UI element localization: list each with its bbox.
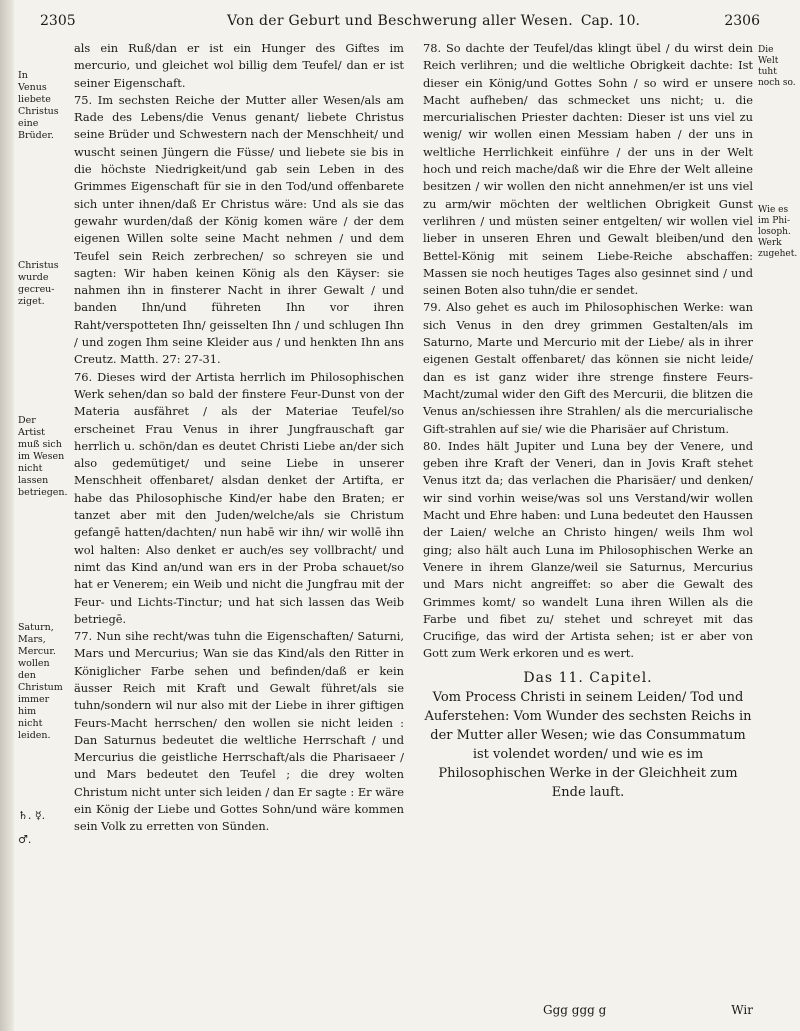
page-number-right: 2306 <box>724 13 760 29</box>
paragraph: 75. Im sechsten Reiche der Mutter aller Wesen/als am Rade des Lebens/die Venus genant/ liebete Christus seine Brüder und Schwestern nach der Menschheit/ und wuscht seinen Jüngern die Füsse/ und liebete sie bis in die höchste Niedrigkeit/und gab sein Leben in des Grimmes Eigenschaft für sie in den Tod/und offenbarete sich unter ihnen/daß Er Christus wäre: Und als sie das gewahr wurden/daß der König komen wäre / der dem eigenen Willen solte seine Macht nehmen / und dem Teufel sein Reich zerbrechen/ so schreyen sie und sagten: Wir haben keinen König als den Käyser: sie nahmen ihn in finsterer Nacht in ihrer Gewalt / und banden Ihn/und führeten Ihn vor ihren Raht/verspotteten Ihn/ geisselten Ihn / und schlugen Ihn / und zogen Ihm seine Kleider aus / und henkten Ihn ans Creutz. Matth. 27: 27-31. <box>74 92 404 367</box>
paragraph: 76. Dieses wird der Artista herrlich im Philosophischen Werk sehen/dan so bald der finstere Feur-Dunst von der Materia ausfähret / als der Materiae Teufel/so erscheinet Frau Venus in ihrer Jungfrauschaft gar herrlich u. schön/dan es deutet Christi Liebe an/der sich also gedemütiget/ und seine Liebe in unserer Menschheit offenbaret/ alsdan denket der Artifta, er habe das Philosophische Kind/er habe den Braten; er tanzet aber mit den Juden/welche/als sie Christum gefangē hatten/dachten/ nun habē wir ihn/ wir wollē ihn wol halten: Also denket er auch/es sey vollbracht/ und nimt das Kind an/und wan ers in der Proba schauet/so hat er Venerem; ein Weib und nicht die Jungfrau mit der Feur- und Lichts-Tinctur; und hat sich lassen das Weib betriegē. <box>74 369 404 626</box>
paragraph: 79. Also gehet es auch im Philosophischen Werke: wan sich Venus in den drey grimmen Gestalten/als im Saturno, Marte und Mercurio mit der Liebe/ als in ihrer eigenen Gestalt offenbaret/ das können sie nicht leide/ dan es ist ganz wider ihre strenge finstere Feurs-Macht/zumal wider den Gift des Mercurii, die blitzen die Venus an/schiessen ihre Strahlen/ als die mercurialische Gift-strahlen auf sie/ wie die Pharisäer auf Christum. <box>423 300 753 436</box>
margin-note: Der Artist muß sich im Wesen nicht lassen betriegen. <box>18 415 68 498</box>
chapter-subtitle: Vom Process Christi in seinem Leiden/ Tod und Auferstehen: Vom Wunder des sechsten Reichs in der Mutter aller Wesen; wie das Consummatum ist volendet worden/ und wie es im Philosophischen Werke in der Gleichheit zum Ende lauft. <box>424 689 752 800</box>
planet-symbols: ♄. ☿. ♂. <box>18 809 46 846</box>
margin-note: Saturn, Mars, Mercur. wollen den Christum immer him nicht leiden. <box>18 622 63 741</box>
paragraph: als ein Ruß/dan er ist ein Hunger des Giftes im mercurio, und gleichet wol billig dem Teufel/ dan er ist seiner Eigenschaft. <box>74 41 404 90</box>
margin-note: In Venus liebete Christus eine Brüder. <box>18 70 59 141</box>
chapter-label: Das 11. Capitel. <box>523 669 653 686</box>
running-title: Von der Geburt und Beschwerung aller Wesen. <box>227 13 573 29</box>
paragraph: 80. Indes hält Jupiter und Luna bey der Venere, und geben ihre Kraft der Veneri, dan in Jovis Kraft stehet Venus itzt da; das verlachen die Pharisäer/ und denken/ wir sind vorhin weise/was sol uns Verstand/wir wollen Macht und Ehre haben: und Luna bedeutet den Haussen der Laien/ welche an Christo hingen/ weils Ihm wol ging; also hält auch Luna im Philosophischen Werke an Venere in ihrem Glanze/weil sie Saturnus, Mercurius und Mars nicht angreiffet: so aber die Gewalt des Grimmes komt/ so wandelt Luna ihren Willen als die Farbe und fibet zu/ stehet und schreyet mit das Crucifige, das wird der Artista sehen; ist er aber von Gott zum Werk erkoren und es wert. <box>423 438 753 661</box>
running-header <box>20 8 780 34</box>
right-column <box>423 40 753 802</box>
left-column <box>74 40 404 836</box>
margin-note: Christus wurde gecreu- ziget. <box>18 260 59 307</box>
paragraph: 77. Nun sihe recht/was tuhn die Eigenschaften/ Saturni, Mars und Mercurius; Wan sie das Kind/als den Ritter in Königlicher Farbe sehen und befinden/daß er kein äusser Reich mit Kraft und Gewalt führet/als sie tuhn/sondern wil nur also mit der Liebe in ihrer giftigen Feurs-Macht herrschen/ den wollen sie nicht leiden : Dan Saturnus bedeutet die weltliche Herrschaft / und Mercurius die geistliche Herrschaft/als die Pharisaeer / und Mars bedeutet den Teufel ; die drey wolten Christum nicht unter sich leiden / dan Er sagte : Er wäre ein König der Liebe und Gottes Sohn/und wäre kommen sein Volk zu erretten von Sünden. <box>74 629 404 834</box>
margin-note: Die Welt tuht noch so. <box>758 45 796 88</box>
signature-mark: Ggg ggg g <box>543 1003 607 1017</box>
page-number-left: 2305 <box>40 13 76 29</box>
binding-gutter <box>0 0 14 1031</box>
chapter-reference: Cap. 10. <box>580 13 640 29</box>
catchword: Wir <box>731 1003 753 1017</box>
paragraph: 78. So dachte der Teufel/das klingt übel / du wirst dein Reich verlihren; und die weltliche Obrigkeit dachte: Ist dieser ein König/und Gottes Sohn / so wird er unsere Macht aufheben/ das schmecket uns nicht; u. die mercurialischen Priester dachten: Dieser ist uns viel zu wenig/ wir wollen einen Messiam haben / der uns in weltliche Herrlichkeit einführe / der uns in der Welt hoch und reich mache/daß wir die Ehre der Welt alleine besitzen / wir wollen den nicht annehmen/er ist uns viel zu arm/wir möchten der weltlichen Obrigkeit Gunst verlihren / und müsten seiner entgelten/ wir wollen viel lieber in unseren Ehren und Gewalt bleiben/und den Bettel-König mit seinem Liebe-Reiche abschaffen: Massen sie noch heutiges Tages also gesinnet sind / und seinen Boten also tuhn/die er sendet. <box>423 41 753 298</box>
margin-note: Wie es im Phi- losoph. Werk zugehet. <box>758 205 798 259</box>
chapter-heading <box>423 669 753 802</box>
